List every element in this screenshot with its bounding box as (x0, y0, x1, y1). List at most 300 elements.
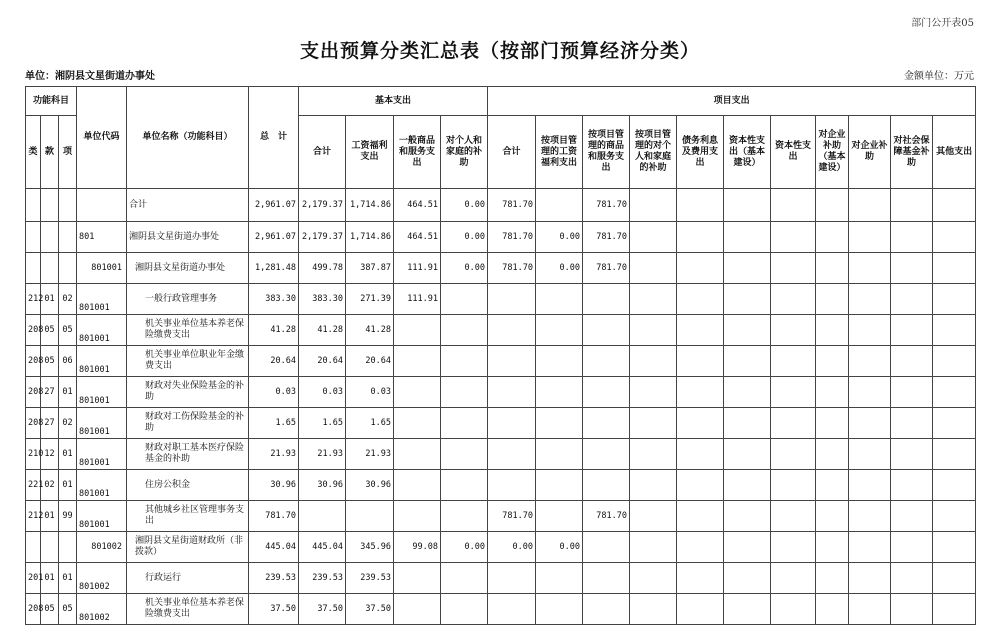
cell-total: 1.65 (249, 408, 299, 439)
cell-unit-name (127, 408, 249, 439)
cell-empty (816, 408, 849, 439)
table-row (26, 189, 976, 222)
header-other: 其他支出 (933, 116, 976, 189)
cell-lei: 208 (26, 315, 41, 346)
cell-personal (441, 563, 488, 594)
cell-empty (891, 439, 933, 470)
cell-kuan (41, 532, 59, 563)
cell-empty (849, 501, 891, 532)
cell-empty (771, 346, 816, 377)
cell-empty (677, 439, 724, 470)
cell-empty (630, 501, 677, 532)
cell-unit-name (127, 439, 249, 470)
cell-wages: 239.53 (346, 563, 394, 594)
cell-total: 2,961.07 (249, 222, 299, 253)
cell-unit-name (127, 501, 249, 532)
cell-empty (933, 377, 976, 408)
cell-personal (441, 377, 488, 408)
cell-unit-code: 801 (77, 222, 127, 253)
cell-proj-total (488, 408, 536, 439)
table-row (26, 346, 976, 377)
cell-proj-total (488, 284, 536, 315)
name-line-1: 机关事业单位基本养老保 (145, 319, 245, 329)
cell-personal (441, 470, 488, 501)
cell-empty (677, 284, 724, 315)
cell-empty (816, 189, 849, 222)
cell-empty (933, 501, 976, 532)
header-xiang: 项 (59, 116, 77, 189)
table-row (26, 253, 976, 284)
cell-proj-wages (536, 563, 583, 594)
cell-unit-name (127, 594, 249, 625)
cell-personal (441, 315, 488, 346)
cell-empty (771, 408, 816, 439)
header-proj-wages: 按项目管理的工资福利支出 (536, 116, 583, 189)
cell-personal: 0.00 (441, 222, 488, 253)
cell-empty (677, 377, 724, 408)
cell-empty (630, 470, 677, 501)
cell-proj-goods (583, 346, 630, 377)
cell-empty (891, 501, 933, 532)
cell-proj-wages (536, 594, 583, 625)
cell-xiang: 99 (59, 501, 77, 532)
name-line-1: 其他城乡社区管理事务支 (145, 505, 245, 515)
cell-empty (891, 594, 933, 625)
cell-proj-wages (536, 346, 583, 377)
name-line-1: 财政对职工基本医疗保险 (145, 443, 245, 453)
cell-empty (891, 377, 933, 408)
cell-empty (933, 563, 976, 594)
table-row (26, 315, 976, 346)
cell-empty (891, 346, 933, 377)
budget-table (25, 86, 976, 625)
cell-empty (724, 189, 771, 222)
cell-empty (849, 346, 891, 377)
cell-total: 383.30 (249, 284, 299, 315)
cell-empty (933, 594, 976, 625)
cell-empty (771, 189, 816, 222)
cell-proj-total: 781.70 (488, 222, 536, 253)
cell-unit-code: 801001 (77, 439, 127, 470)
cell-proj-total (488, 439, 536, 470)
cell-xiang (59, 189, 77, 222)
cell-empty (816, 284, 849, 315)
cell-empty (849, 408, 891, 439)
cell-proj-total (488, 346, 536, 377)
cell-lei: 221 (26, 470, 41, 501)
cell-total: 1,281.48 (249, 253, 299, 284)
cell-empty (724, 594, 771, 625)
cell-empty (771, 284, 816, 315)
cell-proj-total: 781.70 (488, 501, 536, 532)
cell-total: 781.70 (249, 501, 299, 532)
cell-proj-total (488, 563, 536, 594)
cell-empty (816, 377, 849, 408)
cell-lei: 212 (26, 284, 41, 315)
cell-goods (394, 470, 441, 501)
name-line-2: 助 (145, 392, 155, 402)
cell-kuan: 01 (41, 501, 59, 532)
cell-xiang: 01 (59, 439, 77, 470)
name-line-2: 出 (145, 516, 155, 526)
cell-empty (849, 253, 891, 284)
cell-basic-total: 2,179.37 (299, 222, 346, 253)
cell-lei: 210 (26, 439, 41, 470)
cell-empty (630, 284, 677, 315)
cell-total: 41.28 (249, 315, 299, 346)
cell-proj-wages (536, 501, 583, 532)
cell-basic-total (299, 501, 346, 532)
cell-empty (630, 253, 677, 284)
cell-proj-goods (583, 563, 630, 594)
cell-xiang: 01 (59, 563, 77, 594)
name-line-2: 助 (145, 423, 155, 433)
cell-empty (891, 222, 933, 253)
cell-unit-code: 801001 (77, 253, 127, 284)
cell-empty (771, 315, 816, 346)
table-row (26, 532, 976, 563)
cell-xiang: 02 (59, 284, 77, 315)
header-total: 总 计 (249, 87, 299, 189)
cell-total: 30.96 (249, 470, 299, 501)
cell-empty (771, 377, 816, 408)
cell-goods (394, 377, 441, 408)
cell-empty (891, 532, 933, 563)
cell-empty (677, 222, 724, 253)
cell-proj-wages (536, 315, 583, 346)
table-row (26, 594, 976, 625)
cell-lei: 212 (26, 501, 41, 532)
header-proj-personal: 按项目管理的对个人和家庭的补助 (630, 116, 677, 189)
cell-empty (724, 222, 771, 253)
table-row (26, 377, 976, 408)
cell-proj-wages (536, 189, 583, 222)
cell-proj-wages (536, 377, 583, 408)
cell-empty (677, 189, 724, 222)
cell-basic-total: 499.78 (299, 253, 346, 284)
cell-empty (933, 315, 976, 346)
cell-empty (849, 439, 891, 470)
cell-empty (891, 189, 933, 222)
cell-unit-code (77, 189, 127, 222)
cell-goods (394, 346, 441, 377)
cell-total: 0.03 (249, 377, 299, 408)
cell-basic-total: 41.28 (299, 315, 346, 346)
cell-personal: 0.00 (441, 532, 488, 563)
name-line-1: 财政对失业保险基金的补 (145, 381, 245, 391)
cell-total: 20.64 (249, 346, 299, 377)
cell-empty (816, 222, 849, 253)
cell-empty (771, 532, 816, 563)
cell-empty (630, 594, 677, 625)
cell-lei (26, 532, 41, 563)
cell-unit-code: 801002 (77, 594, 127, 625)
name-line-1: 住房公积金 (145, 479, 191, 490)
cell-unit-name (127, 346, 249, 377)
cell-proj-goods (583, 470, 630, 501)
cell-lei: 208 (26, 346, 41, 377)
cell-personal (441, 284, 488, 315)
cell-empty (771, 563, 816, 594)
name-line-2: 基金的补助 (145, 454, 191, 464)
cell-basic-total: 21.93 (299, 439, 346, 470)
cell-proj-wages (536, 470, 583, 501)
unit-label: 单位：湘阴县文星街道办事处 (25, 71, 155, 82)
cell-lei: 201 (26, 563, 41, 594)
table-row (26, 501, 976, 532)
cell-proj-goods: 781.70 (583, 501, 630, 532)
header-goods: 一般商品和服务支出 (394, 116, 441, 189)
cell-proj-total: 781.70 (488, 253, 536, 284)
cell-kuan (41, 222, 59, 253)
cell-kuan: 05 (41, 315, 59, 346)
cell-xiang: 01 (59, 470, 77, 501)
cell-total: 21.93 (249, 439, 299, 470)
cell-unit-code: 801001 (77, 501, 127, 532)
cell-lei: 208 (26, 594, 41, 625)
cell-empty (933, 408, 976, 439)
cell-basic-total: 37.50 (299, 594, 346, 625)
cell-empty (933, 189, 976, 222)
cell-wages: 0.03 (346, 377, 394, 408)
cell-empty (933, 222, 976, 253)
cell-empty (724, 284, 771, 315)
cell-xiang: 02 (59, 408, 77, 439)
cell-empty (816, 439, 849, 470)
cell-xiang (59, 532, 77, 563)
cell-empty (677, 253, 724, 284)
cell-empty (933, 532, 976, 563)
cell-empty (816, 501, 849, 532)
cell-unit-code: 801001 (77, 346, 127, 377)
amount-unit-label: 金额单位：万元 (904, 71, 974, 82)
cell-empty (724, 408, 771, 439)
cell-empty (816, 563, 849, 594)
cell-proj-goods: 781.70 (583, 189, 630, 222)
cell-total: 37.50 (249, 594, 299, 625)
cell-empty (771, 594, 816, 625)
cell-empty (630, 189, 677, 222)
header-project: 项目支出 (488, 87, 976, 116)
cell-empty (724, 470, 771, 501)
header-personal: 对个人和家庭的补助 (441, 116, 488, 189)
cell-empty (933, 284, 976, 315)
cell-goods: 464.51 (394, 189, 441, 222)
cell-empty (771, 222, 816, 253)
cell-kuan: 12 (41, 439, 59, 470)
cell-empty (891, 315, 933, 346)
cell-empty (849, 532, 891, 563)
cell-empty (816, 594, 849, 625)
cell-empty (891, 253, 933, 284)
cell-wages: 1,714.86 (346, 222, 394, 253)
cell-proj-goods: 781.70 (583, 222, 630, 253)
cell-goods (394, 563, 441, 594)
cell-proj-goods (583, 315, 630, 346)
cell-proj-goods (583, 439, 630, 470)
cell-empty (771, 253, 816, 284)
cell-empty (849, 377, 891, 408)
cell-wages (346, 501, 394, 532)
cell-empty (891, 408, 933, 439)
cell-proj-total (488, 594, 536, 625)
cell-empty (677, 315, 724, 346)
cell-unit-name (127, 315, 249, 346)
cell-basic-total: 30.96 (299, 470, 346, 501)
header-ent-subsidy-construct: 对企业补助（基本建设） (816, 116, 849, 189)
cell-wages: 345.96 (346, 532, 394, 563)
header-proj-goods: 按项目管理的商品和服务支出 (583, 116, 630, 189)
header-basic-total: 合计 (299, 116, 346, 189)
header-unit-code: 单位代码 (77, 87, 127, 189)
cell-empty (630, 222, 677, 253)
cell-unit-name: 合计 (127, 189, 249, 222)
cell-empty (816, 253, 849, 284)
name-line-1: 财政对工伤保险基金的补 (145, 412, 245, 422)
cell-proj-goods (583, 377, 630, 408)
name-line-2: 险缴费支出 (145, 609, 191, 619)
cell-empty (630, 408, 677, 439)
table-row (26, 408, 976, 439)
cell-proj-wages: 0.00 (536, 222, 583, 253)
cell-kuan (41, 189, 59, 222)
table-row (26, 284, 976, 315)
header-kuan: 款 (41, 116, 59, 189)
cell-kuan: 05 (41, 594, 59, 625)
cell-kuan: 01 (41, 563, 59, 594)
cell-lei: 208 (26, 408, 41, 439)
cell-empty (849, 284, 891, 315)
cell-total: 2,961.07 (249, 189, 299, 222)
cell-xiang: 01 (59, 377, 77, 408)
cell-empty (849, 594, 891, 625)
header-capital-construct: 资本性支出（基本建设） (724, 116, 771, 189)
cell-proj-total (488, 315, 536, 346)
cell-basic-total: 20.64 (299, 346, 346, 377)
cell-personal: 0.00 (441, 253, 488, 284)
header-proj-total: 合计 (488, 116, 536, 189)
cell-proj-goods (583, 594, 630, 625)
name-line-2: 费支出 (145, 361, 173, 371)
header-social: 对社会保障基金补助 (891, 116, 933, 189)
table-row (26, 222, 976, 253)
cell-empty (849, 189, 891, 222)
cell-personal (441, 439, 488, 470)
cell-unit-code: 801001 (77, 408, 127, 439)
cell-kuan: 05 (41, 346, 59, 377)
name-line-1: 机关事业单位职业年金缴 (145, 350, 245, 360)
cell-wages: 1,714.86 (346, 189, 394, 222)
cell-empty (677, 563, 724, 594)
cell-empty (724, 563, 771, 594)
cell-empty (630, 315, 677, 346)
cell-empty (724, 501, 771, 532)
cell-empty (933, 253, 976, 284)
cell-unit-code: 801002 (77, 532, 127, 563)
cell-kuan: 27 (41, 408, 59, 439)
cell-wages: 387.87 (346, 253, 394, 284)
cell-empty (933, 346, 976, 377)
cell-unit-name (127, 377, 249, 408)
cell-empty (771, 501, 816, 532)
cell-wages: 21.93 (346, 439, 394, 470)
cell-empty (891, 470, 933, 501)
cell-empty (724, 377, 771, 408)
header-unit-name: 单位名称（功能科目） (127, 87, 249, 189)
cell-empty (933, 439, 976, 470)
cell-empty (677, 594, 724, 625)
cell-basic-total: 445.04 (299, 532, 346, 563)
cell-empty (630, 532, 677, 563)
cell-goods: 464.51 (394, 222, 441, 253)
cell-basic-total: 239.53 (299, 563, 346, 594)
cell-unit-name (127, 284, 249, 315)
name-line-2: 拨款） (135, 547, 163, 557)
cell-xiang: 05 (59, 315, 77, 346)
cell-basic-total: 2,179.37 (299, 189, 346, 222)
cell-basic-total: 1.65 (299, 408, 346, 439)
cell-proj-total (488, 377, 536, 408)
cell-proj-goods (583, 532, 630, 563)
cell-unit-name: 湘阴县文星街道办事处 (127, 222, 249, 253)
cell-goods (394, 594, 441, 625)
cell-unit-name (127, 532, 249, 563)
name-line-1: 湘阴县文星街道财政所（非 (135, 536, 244, 546)
cell-empty (677, 532, 724, 563)
cell-kuan (41, 253, 59, 284)
cell-empty (677, 408, 724, 439)
cell-proj-wages: 0.00 (536, 532, 583, 563)
cell-unit-code: 801001 (77, 470, 127, 501)
cell-lei (26, 222, 41, 253)
cell-empty (891, 563, 933, 594)
cell-empty (630, 346, 677, 377)
cell-total: 239.53 (249, 563, 299, 594)
cell-empty (891, 284, 933, 315)
header-lei: 类 (26, 116, 41, 189)
cell-wages: 30.96 (346, 470, 394, 501)
cell-empty (816, 470, 849, 501)
cell-empty (724, 315, 771, 346)
cell-xiang: 05 (59, 594, 77, 625)
cell-empty (724, 439, 771, 470)
cell-personal (441, 346, 488, 377)
cell-unit-code: 801001 (77, 284, 127, 315)
cell-empty (849, 315, 891, 346)
cell-unit-code: 801001 (77, 315, 127, 346)
cell-proj-total: 0.00 (488, 532, 536, 563)
cell-proj-goods: 781.70 (583, 253, 630, 284)
cell-proj-wages (536, 439, 583, 470)
header-capital: 资本性支出 (771, 116, 816, 189)
page-title: 支出预算分类汇总表（按部门预算经济分类） (299, 40, 700, 62)
cell-kuan: 01 (41, 284, 59, 315)
cell-goods (394, 501, 441, 532)
cell-goods (394, 439, 441, 470)
cell-basic-total: 383.30 (299, 284, 346, 315)
cell-xiang (59, 222, 77, 253)
cell-kuan: 02 (41, 470, 59, 501)
form-code: 部门公开表05 (911, 18, 974, 29)
cell-wages: 271.39 (346, 284, 394, 315)
cell-personal (441, 408, 488, 439)
cell-wages: 20.64 (346, 346, 394, 377)
cell-empty (849, 222, 891, 253)
cell-wages: 41.28 (346, 315, 394, 346)
table-row (26, 470, 976, 501)
header-debt: 债务利息及费用支出 (677, 116, 724, 189)
cell-unit-name (127, 470, 249, 501)
